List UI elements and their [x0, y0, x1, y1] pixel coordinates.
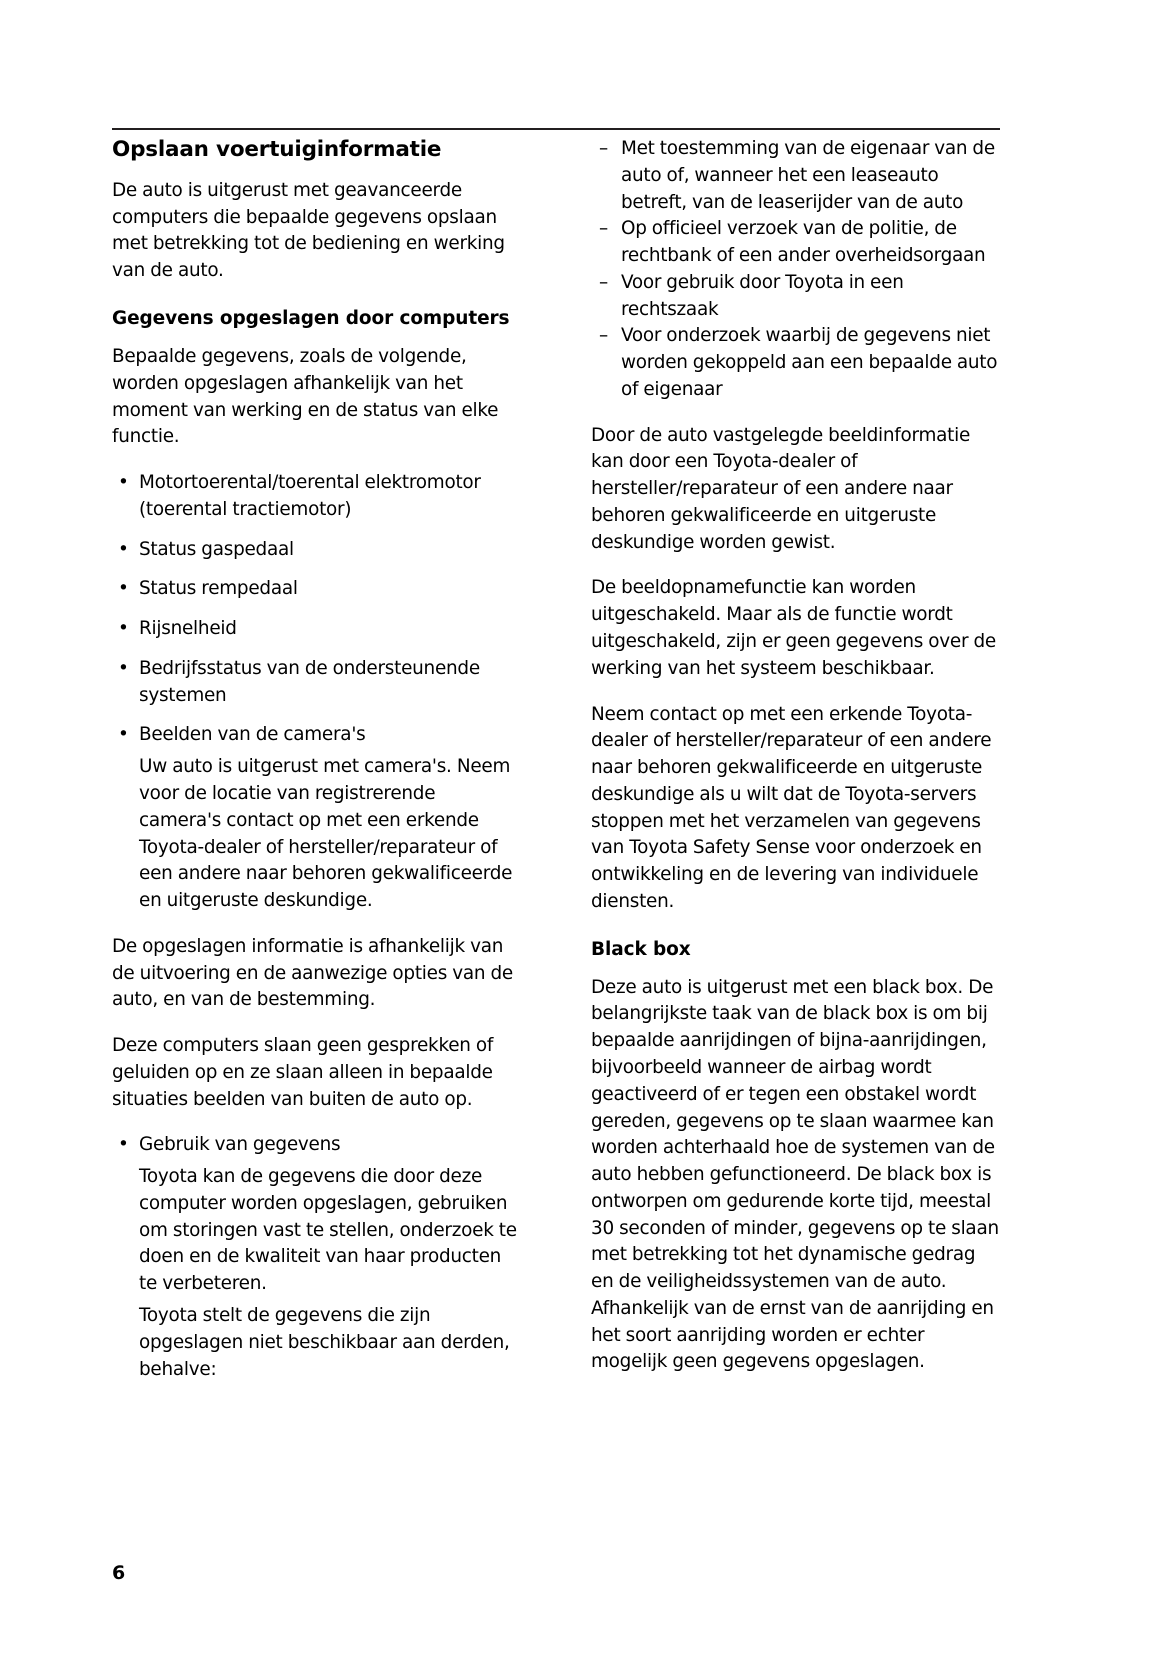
list-item-label: Bedrijfsstatus van de ondersteunende systemen: [139, 657, 480, 706]
left-column: [112, 136, 521, 1402]
list-item-note-secondary: Toyota stelt de gegevens die zijn opgeslagen niet beschikbaar aan derden, behalve:: [139, 1305, 510, 1380]
dash-icon: –: [599, 138, 608, 159]
paragraph-opgeslagen-informatie: De opgeslagen informatie is afhankelijk van de uitvoering en de aanwezige opties van de auto, en van de bestemming.: [112, 935, 513, 1011]
paragraph-neem-contact-op: Neem contact op met een erkende Toyota-dealer of hersteller/reparateur of een andere naar behoren gekwalificeerde en uitgeruste deskundige als u wilt dat de Toyota-servers stoppen met het verzamelen van gegevens van Toyota Safety Sense voor onderzoek en ontwikkeling en de levering van individuele diensten.: [591, 703, 992, 912]
dash-icon: –: [599, 218, 608, 240]
two-column-body: [112, 136, 1000, 1402]
paragraph-bepaalde-gegevens: Bepaalde gegevens, zoals de volgende, worden opgeslagen afhankelijk van het moment van werking en de status van elke functie.: [112, 346, 499, 448]
bullet-icon: •: [118, 657, 129, 679]
list-item: [112, 616, 521, 643]
paragraph-geen-gesprekken: Deze computers slaan geen gesprekken of geluiden op en ze slaan alleen in bepaalde situaties beelden van buiten de auto op.: [112, 1035, 494, 1110]
list-item-label: Status rempedaal: [139, 578, 298, 600]
list-item: [112, 656, 521, 710]
dash-icon: –: [599, 271, 608, 293]
list-item: [112, 1132, 521, 1383]
right-column: [591, 136, 1000, 1402]
data-types-list: [112, 470, 521, 915]
list-item-label: Rijsnelheid: [139, 618, 237, 640]
list-item: [112, 470, 521, 524]
list-item-label: Beelden van de camera's: [139, 724, 366, 746]
page-title: Opslaan voertuiginformatie: [112, 137, 442, 162]
dash-icon: –: [599, 325, 608, 347]
list-item-label: Status gaspedaal: [139, 538, 294, 560]
bullet-icon: •: [118, 618, 129, 640]
header-rule: [112, 128, 1000, 130]
exceptions-list: [591, 136, 1000, 404]
list-item-label: Voor onderzoek waarbij de gegevens niet worden gekoppeld aan een bepaalde auto of eigenaar: [621, 325, 998, 400]
list-item: [591, 323, 1000, 403]
list-item-label: Met toestemming van de eigenaar van de auto of, wanneer het een leaseauto betreft, van de leaserijder van de auto: [621, 138, 995, 213]
bullet-icon: •: [118, 538, 129, 560]
list-item: [591, 270, 1000, 324]
list-item: [112, 576, 521, 603]
intro-paragraph: De auto is uitgerust met geavanceerde computers die bepaalde gegevens opslaan met betrekking tot de bediening en werking van de auto.: [112, 179, 505, 282]
paragraph-beeldinformatie: Door de auto vastgelegde beeldinformatie kan door een Toyota-dealer of hersteller/reparateur of een andere naar behoren gekwalificeerde en uitgeruste deskundige worden gewist.: [591, 424, 971, 553]
list-item: [112, 537, 521, 564]
list-item-label: Op officieel verzoek van de politie, de rechtbank of een ander overheidsorgaan: [621, 218, 986, 267]
list-item: [112, 722, 521, 914]
bullet-icon: •: [118, 1134, 129, 1156]
subheading-gegevens-opgeslagen: Gegevens opgeslagen door computers: [112, 308, 510, 329]
list-item-label: Voor gebruik door Toyota in een rechtszaak: [621, 271, 904, 320]
paragraph-beeldopnamefunctie: De beeldopnamefunctie kan worden uitgeschakeld. Maar als de functie wordt uitgeschakeld, zijn er geen gegevens over de werking van het systeem beschikbaar.: [591, 577, 996, 679]
bullet-icon: •: [118, 472, 129, 494]
list-item-note: Uw auto is uitgerust met camera's. Neem voor de locatie van registrerende camera's contact op met een erkende Toyota-dealer of hersteller/reparateur of een andere naar behoren gekwalificeerde en uitgeruste deskundige.: [139, 756, 513, 912]
paragraph-black-box: Deze auto is uitgerust met een black box. De belangrijkste taak van de black box is om bij bepaalde aanrijdingen of bijna-aanrijdingen, bijvoorbeeld wanneer de airbag wordt geactiveerd of er tegen een obstakel wordt gereden, gegevens op te slaan waarmee kan worden achterhaald hoe de systemen van de auto hebben gefunctioneerd. De black box is ontworpen om gedurende korte tijd, meestal 30 seconden of minder, gegevens op te slaan met betrekking tot het dynamische gedrag en de veiligheidssystemen van de auto. Afhankelijk van de ernst van de aanrijding en het soort aanrijding worden er echter mogelijk geen gegevens opgeslagen.: [591, 976, 999, 1373]
bullet-icon: •: [118, 578, 129, 600]
subheading-black-box: Black box: [591, 938, 691, 960]
list-item-note: Toyota kan de gegevens die door deze computer worden opgeslagen, gebruiken om storingen vast te stellen, onderzoek te doen en de kwaliteit van haar producten te verbeteren.: [139, 1166, 517, 1295]
data-usage-list: [112, 1132, 521, 1383]
list-item: [591, 136, 1000, 216]
page-number: 6: [112, 1562, 126, 1584]
bullet-icon: •: [118, 724, 129, 746]
list-item-label: Motortoerental/toerental elektromotor (toerental tractiemotor): [139, 472, 481, 520]
list-item-label: Gebruik van gegevens: [139, 1134, 341, 1156]
list-item: [591, 216, 1000, 270]
